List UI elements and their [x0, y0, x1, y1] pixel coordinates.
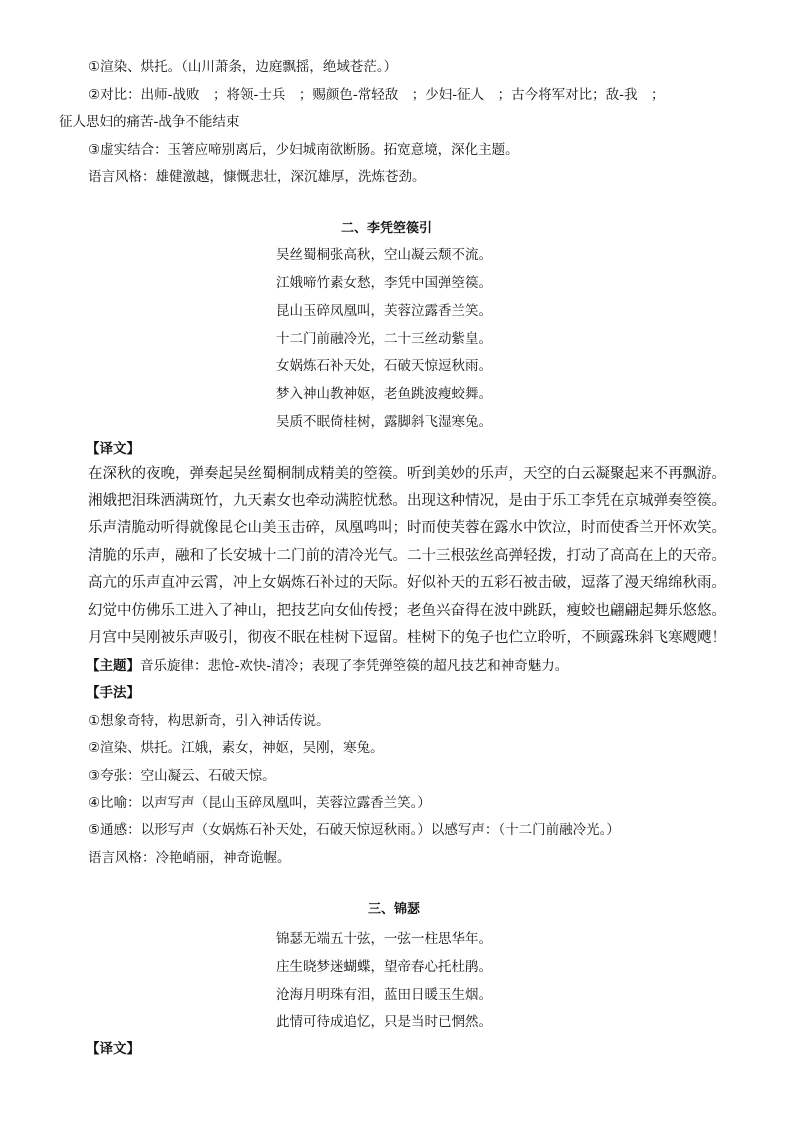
method-item: ⑤通感：以形写声（女娲炼石补天处，石破天惊逗秋雨。）以感写声：（十二门前融冷光。）	[88, 822, 620, 838]
poem-line: 沧海月明珠有泪，蓝田日暖玉生烟。	[276, 987, 492, 1003]
poem-line: 女娲炼石补天处，石破天惊逗秋雨。	[276, 358, 492, 374]
poem-line: 十二门前融冷光，二十三丝动紫皇。	[276, 331, 492, 347]
theme-text: 音乐旋律：悲怆-欢快-清冷；表现了李凭弹箜篌的超凡技艺和神奇魅力。	[140, 658, 569, 674]
translation-line: 清脆的乐声，融和了长安城十二门前的清冷光气。二十三根弦丝高弹轻拨，打动了高高在上的天帝。	[88, 548, 726, 564]
poem-line: 江娥啼竹素女愁，李凭中国弹箜篌。	[276, 275, 492, 291]
method-label: 【手法】	[86, 685, 140, 701]
poem-line: 昆山玉碎凤凰叫，芙蓉泣露香兰笑。	[276, 303, 492, 319]
translation-line: 在深秋的夜晚，弹奏起吴丝蜀桐制成精美的箜篌。听到美妙的乐声，天空的白云凝聚起来不再飘游。	[88, 466, 726, 482]
translation-label: 【译文】	[86, 441, 140, 457]
method-item-2-cont: 征人思妇的痛苦-战争不能结束	[59, 114, 240, 130]
method-item: ②渲染、烘托。江娥，素女，神妪，吴刚，寒兔。	[88, 740, 384, 756]
method-item-3: ③虚实结合：玉箸应啼别离后，少妇城南欲断肠。拓宽意境，深化主题。	[88, 142, 519, 158]
method-item: ④比喻：以声写声（昆山玉碎凤凰叫，芙蓉泣露香兰笑。）	[88, 795, 431, 811]
translation-line: 湘娥把泪珠洒满斑竹，九天素女也牵动满腔忧愁。出现这种情况，是由于乐工李凭在京城弹奏箜篌。	[88, 493, 726, 509]
method-item-1: ①渲染、烘托。（山川萧条，边庭飘摇，绝域苍茫。）	[88, 59, 398, 75]
theme-label: 【主题】	[86, 658, 140, 674]
poem-line: 此情可待成追忆，只是当时已惘然。	[276, 1014, 492, 1030]
method-item: ③夸张：空山凝云、石破天惊。	[88, 768, 276, 784]
section-title-jin-se: 三、锦瑟	[368, 902, 421, 917]
poem-line: 锦瑟无端五十弦，一弦一柱思华年。	[276, 931, 492, 947]
translation-line: 幻觉中仿佛乐工进入了神山，把技艺向女仙传授；老鱼兴奋得在波中跳跃，瘦蛟也翩翩起舞乐悠悠。	[88, 603, 726, 619]
method-item: ①想象奇特，构思新奇，引入神话传说。	[88, 713, 330, 729]
method-item-2: ②对比：出师-战败 ；将领-士兵 ；赐颜色-常轻敌 ；少妇-征人 ；古今将军对比；敌-我 ；	[88, 87, 665, 103]
section-title-li-ping: 二、李凭箜篌引	[341, 221, 433, 236]
translation-line: 乐声清脆动听得就像昆仑山美玉击碎，凤凰鸣叫；时而使芙蓉在露水中饮泣，时而使香兰开怀欢笑。	[88, 520, 726, 536]
translation-line: 月宫中吴刚被乐声吸引，彻夜不眠在桂树下逗留。桂树下的兔子也伫立聆听，不顾露珠斜飞寒飕飕！	[88, 630, 726, 646]
poem-line: 庄生晓梦迷蝴蝶，望帝春心托杜鹃。	[276, 959, 492, 975]
translation-label: 【译文】	[86, 1041, 140, 1057]
language-style: 语言风格：雄健激越，慷慨悲壮，深沉雄厚，洗炼苍劲。	[88, 169, 426, 185]
poem-line: 梦入神山教神妪，老鱼跳波瘦蛟舞。	[276, 386, 492, 402]
poem-line: 吴质不眠倚桂树，露脚斜飞湿寒兔。	[276, 414, 492, 430]
theme-row	[86, 657, 568, 675]
translation-line: 高亢的乐声直冲云霄，冲上女娲炼石补过的天际。好似补天的五彩石被击破，逗落了漫天绵绵秋雨。	[88, 575, 726, 591]
language-style: 语言风格：冷艳峭丽，神奇诡幄。	[88, 850, 291, 866]
poem-line: 吴丝蜀桐张高秋，空山凝云颓不流。	[276, 247, 492, 263]
